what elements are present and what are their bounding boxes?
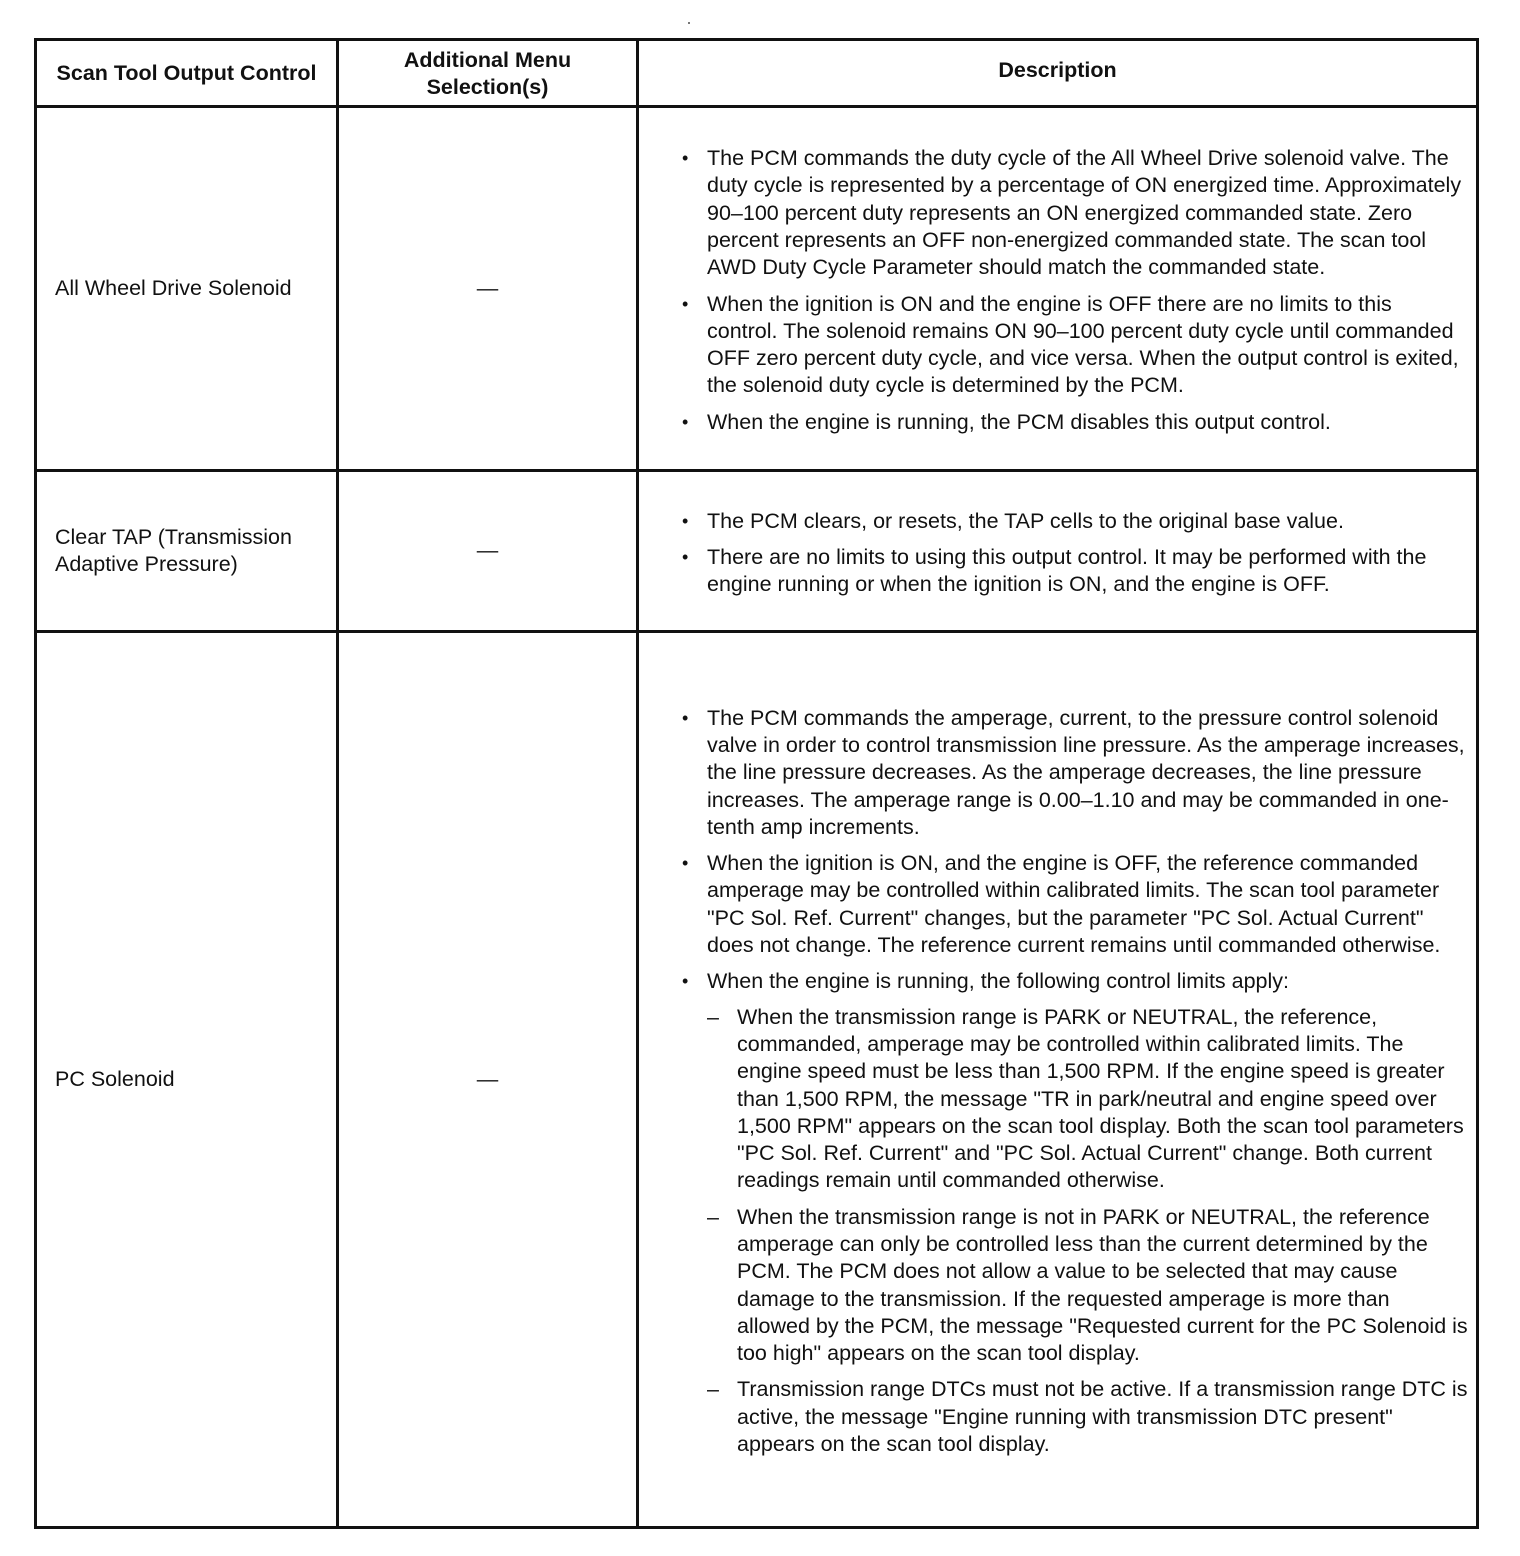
bullet-item bbox=[679, 850, 1468, 959]
bullet-text: The PCM clears, or resets, the TAP cells to the original base value. bbox=[707, 508, 1344, 533]
bullet-icon: • bbox=[682, 148, 689, 169]
header-additional-menu-selections: Additional Menu Selection(s) bbox=[338, 40, 638, 107]
bullet-text: When the engine is running, the PCM disables this output control. bbox=[707, 409, 1331, 434]
bullet-icon: • bbox=[682, 510, 689, 531]
bullet-item bbox=[679, 968, 1468, 1458]
output-control-name: Clear TAP (Transmission Adaptive Pressure) bbox=[36, 471, 338, 632]
sub-bullet-text: When the transmission range is not in PARK or NEUTRAL, the reference amperage can only be controlled less than the current determined by the PCM. The PCM does not allow a value to be selected that may cause damage to the transmission. If the requested amperage is more than allowed by the PCM, the message "Requested current for the PC Solenoid is too high" appears on the scan tool display. bbox=[737, 1204, 1468, 1366]
sub-bullet-text: When the transmission range is PARK or NEUTRAL, the reference, commanded, amperage may be controlled within calibrated limits. The engine speed must be less than 1,500 RPM. If the engine speed is greater than 1,500 RPM, the message "TR in park/neutral and engine speed over 1,500 RPM" appears on the scan tool display. Both the scan tool parameters "PC Sol. Ref. Current" and "PC Sol. Actual Current" change. Both current readings remain until commanded otherwise. bbox=[737, 1004, 1464, 1193]
bullet-text: The PCM commands the amperage, current, to the pressure control solenoid valve in order to control transmission line pressure. As the amperage increases, the line pressure decreases. As the amperage decreases, the line pressure increases. The amperage range is 0.00–1.10 and may be commanded in one-tenth amp increments. bbox=[707, 705, 1465, 839]
bullet-item bbox=[679, 145, 1468, 281]
menu-selection: — bbox=[338, 107, 638, 471]
bullet-text: When the ignition is ON and the engine is OFF there are no limits to this control. The solenoid remains ON 90–100 percent duty cycle until commanded OFF zero percent duty cycle, and vice versa. When the output control is exited, the solenoid duty cycle is determined by the PCM. bbox=[707, 291, 1459, 398]
bullet-text: When the ignition is ON, and the engine is OFF, the reference commanded amperage may be controlled within calibrated limits. The scan tool parameter "PC Sol. Ref. Current" changes, but the parameter "PC Sol. Actual Current" does not change. The reference current remains until commanded otherwise. bbox=[707, 851, 1441, 958]
sub-bullet-item bbox=[707, 1204, 1468, 1368]
table-row-awd-solenoid bbox=[36, 107, 1478, 471]
output-control-name: PC Solenoid bbox=[36, 632, 338, 1528]
dash-icon: – bbox=[707, 1377, 719, 1402]
bullet-item bbox=[679, 544, 1468, 599]
table-row-clear-tap bbox=[36, 471, 1478, 632]
sub-bullet-item bbox=[707, 1004, 1468, 1195]
bullet-icon: • bbox=[682, 546, 689, 567]
bullet-icon: • bbox=[682, 411, 689, 432]
bullet-icon: • bbox=[682, 293, 689, 314]
bullet-item bbox=[679, 508, 1468, 535]
bullet-icon: • bbox=[682, 707, 689, 728]
bullet-item bbox=[679, 705, 1468, 841]
output-control-name: All Wheel Drive Solenoid bbox=[36, 107, 338, 471]
bullet-text: There are no limits to using this output control. It may be performed with the engine running or when the ignition is ON, and the engine is OFF. bbox=[707, 544, 1427, 597]
bullet-text: When the engine is running, the following control limits apply: bbox=[707, 969, 1290, 994]
bullet-icon: • bbox=[682, 971, 689, 992]
description-cell bbox=[638, 107, 1478, 471]
sub-bullet-item bbox=[707, 1376, 1468, 1458]
sub-bullet-list bbox=[707, 1004, 1468, 1459]
sub-bullet-text: Transmission range DTCs must not be active. If a transmission range DTC is active, the message "Engine running with transmission DTC present" appears on the scan tool display. bbox=[737, 1377, 1468, 1457]
bullet-icon: • bbox=[682, 853, 689, 874]
description-cell bbox=[638, 632, 1478, 1528]
bullet-item bbox=[679, 291, 1468, 400]
menu-selection: — bbox=[338, 632, 638, 1528]
header-scan-tool-output-control: Scan Tool Output Control bbox=[36, 40, 338, 107]
scan-speck bbox=[688, 22, 690, 24]
header-description: Description bbox=[638, 40, 1478, 107]
description-cell bbox=[638, 471, 1478, 632]
dash-icon: – bbox=[707, 1204, 719, 1229]
header-row bbox=[36, 40, 1478, 107]
bullet-text: The PCM commands the duty cycle of the All Wheel Drive solenoid valve. The duty cycle is represented by a percentage of ON energized time. Approximately 90–100 percent duty represents an ON energized commanded state. Zero percent represents an OFF non-energized commanded state. The scan tool AWD Duty Cycle Parameter should match the commanded state. bbox=[707, 146, 1462, 280]
bullet-item bbox=[679, 409, 1468, 436]
menu-selection: — bbox=[338, 471, 638, 632]
dash-icon: – bbox=[707, 1004, 719, 1029]
output-control-table bbox=[34, 38, 1479, 1529]
table-row-pc-solenoid bbox=[36, 632, 1478, 1528]
